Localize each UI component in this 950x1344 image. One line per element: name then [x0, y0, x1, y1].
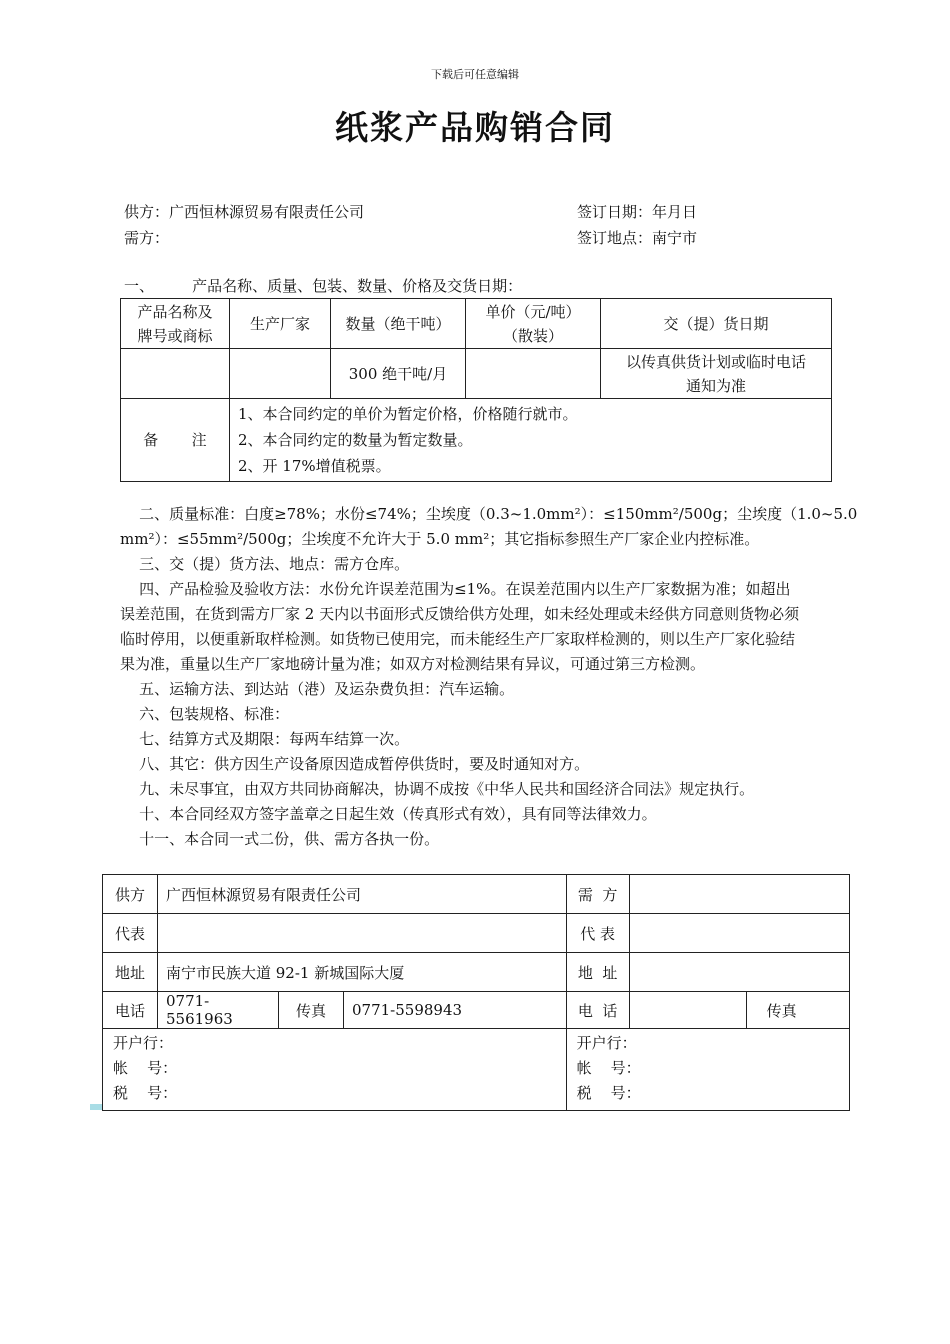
page-title: 纸浆产品购销合同 [335, 108, 615, 147]
clause-4-line4: 果为准，重量以生产厂家地磅计量为准；如双方对检测结果有异议，可通过第三方检测。 [120, 655, 706, 673]
buyer-label: 需 方 [566, 875, 629, 914]
fax-label: 传真 [279, 992, 344, 1029]
buyer-line: 需方： [124, 229, 170, 247]
delivery-date-line1: 以传真供货计划或临时电话 [625, 352, 806, 371]
cell-delivery-date [601, 349, 832, 399]
cell-quantity: 300 绝干吨/月 [331, 349, 466, 399]
header-price-line1: 单价（元/吨） [485, 302, 581, 321]
addr-label-buyer: 地 址 [566, 953, 629, 992]
clause-9: 九、未尽事宜，由双方共同协商解决，协调不成按《中华人民共和国经济合同法》规定执行。 [120, 780, 755, 798]
tax-label-buyer: 税 号： [576, 1084, 641, 1102]
tel-value-buyer [629, 992, 746, 1029]
header-product-name [121, 299, 230, 349]
account-label: 帐 号： [113, 1059, 178, 1077]
cell-product-name [121, 349, 230, 399]
tel-label-buyer: 电 话 [566, 992, 629, 1029]
delivery-date-line2: 通知为准 [685, 376, 746, 395]
corner-mark [90, 1104, 102, 1110]
header-product-name-line2: 牌号或商标 [137, 326, 213, 345]
supplier-line: 供方：广西恒林源贸易有限责任公司 [124, 203, 365, 221]
clause-8: 八、其它：供方因生产设备原因造成暂停供货时，要及时通知对方。 [120, 755, 590, 773]
header-delivery-date: 交（提）货日期 [601, 299, 832, 349]
rep-value [158, 914, 567, 953]
sign-row-rep [103, 914, 850, 953]
account-label-buyer: 帐 号： [576, 1059, 641, 1077]
remarks-row [121, 399, 832, 482]
supplier-label: 供方 [103, 875, 158, 914]
clause-2-line2: mm²）：≤55mm²/500g；尘埃度不允许大于 5.0 mm²；其它指标参照生产厂家企业内控标准。 [120, 530, 760, 548]
header-quantity: 数量（绝干吨） [331, 299, 466, 349]
clause-4-line2: 误差范围，在货到需方厂家 2 天内以书面形式反馈给供方处理，如未经处理或未经供方同意则货物必须 [120, 605, 800, 623]
rep-value-buyer [629, 914, 849, 953]
clause-6: 六、包装规格、标准： [120, 705, 290, 723]
remark-item: 2、本合同约定的数量为暂定数量。 [238, 431, 473, 449]
buyer-bank-info [566, 1029, 849, 1111]
supplier-value: 广西恒林源贸易有限责任公司 [158, 875, 567, 914]
clause-4-line1: 四、产品检验及验收方法：水份允许误差范围为≤1%。在误差范围内以生产厂家数据为准；如超出 [120, 580, 791, 598]
tax-label: 税 号： [113, 1084, 178, 1102]
clause-5: 五、运输方法、到达站（港）及运杂费负担：汽车运输。 [120, 680, 515, 698]
cell-maker [230, 349, 331, 399]
fax-label-buyer: 传真 [746, 992, 849, 1029]
sign-row-party [103, 875, 850, 914]
clause-11: 十一、本合同一式二份，供、需方各执一份。 [120, 830, 440, 848]
bank-label: 开户行： [113, 1034, 174, 1052]
product-table-row [121, 349, 832, 399]
remarks-content [230, 399, 832, 482]
remark-item: 2、开 17%增值税票。 [238, 457, 391, 475]
rep-label: 代表 [103, 914, 158, 953]
product-table [120, 298, 832, 482]
header-price [466, 299, 601, 349]
clauses [120, 502, 860, 852]
sign-date-line: 签订日期：年月日 [577, 203, 698, 221]
addr-value: 南宁市民族大道 92-1 新城国际大厦 [158, 953, 567, 992]
buyer-value [629, 875, 849, 914]
sign-row-phone [103, 992, 850, 1029]
product-table-header [121, 299, 832, 349]
tel-value: 0771-5561963 [158, 992, 279, 1029]
clause-10: 十、本合同经双方签字盖章之日起生效（传真形式有效），具有同等法律效力。 [120, 805, 657, 823]
clause-4-line3: 临时停用，以便重新取样检测。如货物已使用完，而未能经生产厂家取样检测的，则以生产厂家化验结 [120, 630, 796, 648]
clause-3: 三、交（提）货方法、地点：需方仓库。 [120, 555, 410, 573]
bank-label-buyer: 开户行： [576, 1034, 637, 1052]
addr-label: 地址 [103, 953, 158, 992]
section1-heading: 一、 产品名称、质量、包装、数量、价格及交货日期： [124, 277, 523, 295]
clause-2-line1: 二、质量标准：白度≥78%；水份≤74%；尘埃度（0.3~1.0mm²）：≤150mm²/500g；尘埃度（1.0~5.0 [120, 505, 858, 523]
tel-label: 电话 [103, 992, 158, 1029]
cell-price [466, 349, 601, 399]
header-note: 下载后可任意编辑 [431, 68, 519, 81]
header-price-line2: （散装） [502, 326, 563, 345]
rep-label-buyer: 代 表 [566, 914, 629, 953]
remark-item: 1、本合同约定的单价为暂定价格，价格随行就市。 [238, 405, 578, 423]
signature-table [102, 874, 850, 1111]
remarks-label: 备 注 [121, 399, 230, 482]
fax-value: 0771-5598943 [344, 992, 567, 1029]
sign-row-bank [103, 1029, 850, 1111]
clause-7: 七、结算方式及期限：每两车结算一次。 [120, 730, 410, 748]
header-maker: 生产厂家 [230, 299, 331, 349]
supplier-bank-info [103, 1029, 567, 1111]
sign-place-line: 签订地点：南宁市 [577, 229, 698, 247]
header-product-name-line1: 产品名称及 [137, 302, 213, 321]
sign-row-address [103, 953, 850, 992]
addr-value-buyer [629, 953, 849, 992]
